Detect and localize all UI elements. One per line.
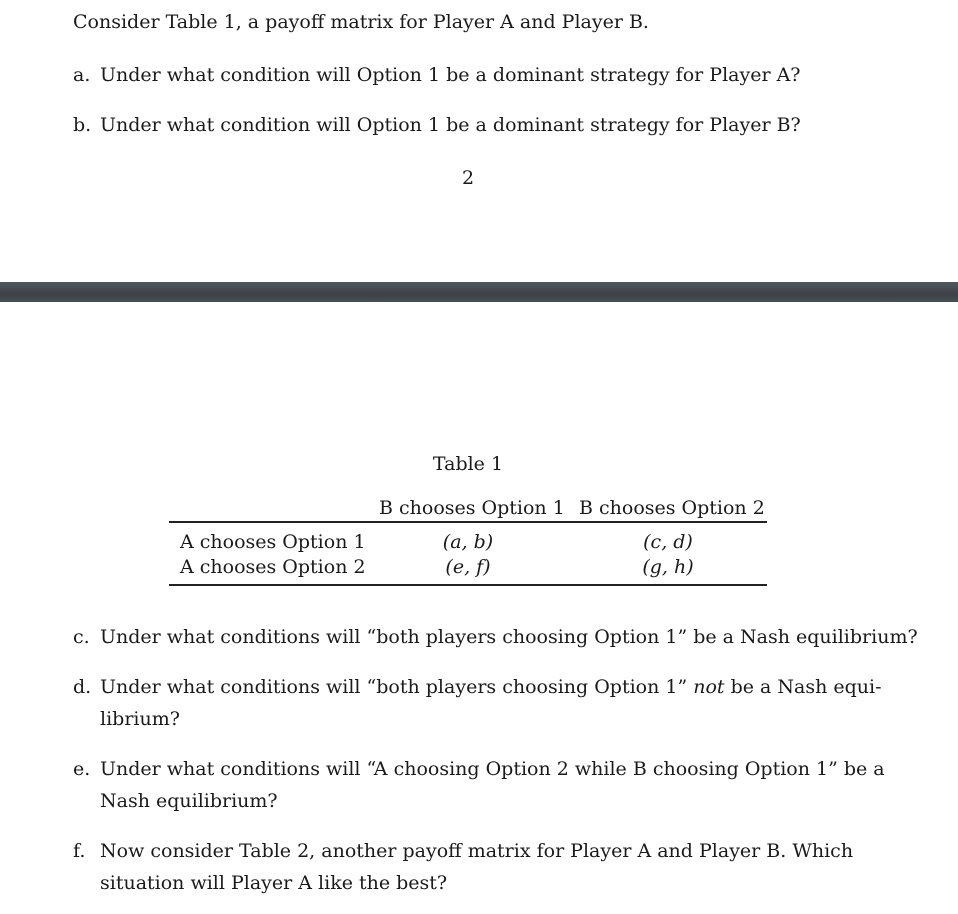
question-e-line2: Nash equilibrium?	[100, 790, 278, 812]
question-f-text: Now consider Table 2, another payoff matrix for Player A and Player B. Which	[100, 840, 854, 862]
col-header-b-option2: B chooses Option 2	[579, 497, 765, 519]
question-f-letter: f.	[73, 840, 86, 862]
question-d-text-after: be a Nash equi-	[724, 676, 882, 698]
question-d	[73, 676, 882, 698]
question-e-letter: e.	[73, 758, 91, 780]
question-e-text: Under what conditions will “A choosing Option 2 while B choosing Option 1” be a	[100, 758, 885, 780]
question-b-letter: b.	[73, 114, 92, 136]
question-a-letter: a.	[73, 64, 91, 86]
cell-a1-b2: (c, d)	[643, 531, 693, 553]
page-number: 2	[461, 167, 475, 189]
question-f-line2: situation will Player A like the best?	[100, 872, 448, 894]
table-header-rule	[169, 521, 767, 523]
question-e	[73, 758, 885, 780]
question-d-letter: d.	[73, 676, 92, 698]
question-b-text: Under what condition will Option 1 be a dominant strategy for Player B?	[100, 114, 801, 136]
question-d-line2: librium?	[100, 708, 180, 730]
col-header-b-option1: B chooses Option 1	[379, 497, 565, 519]
page-break-divider	[0, 282, 958, 302]
row-label-a-option2: A chooses Option 2	[180, 556, 366, 578]
question-c	[73, 626, 918, 648]
question-f	[73, 840, 853, 862]
cell-a2-b1: (e, f)	[445, 556, 491, 578]
question-a-text: Under what condition will Option 1 be a dominant strategy for Player A?	[100, 64, 801, 86]
question-d-text-before: Under what conditions will “both players choosing Option 1”	[100, 676, 694, 698]
question-a	[73, 64, 800, 86]
question-d-emphasis: not	[693, 676, 725, 698]
intro-paragraph: Consider Table 1, a payoff matrix for Player A and Player B.	[73, 11, 649, 33]
cell-a2-b2: (g, h)	[642, 556, 694, 578]
row-label-a-option1: A chooses Option 1	[180, 531, 366, 553]
table-caption: Table 1	[432, 453, 504, 475]
question-b	[73, 114, 801, 136]
table-bottom-rule	[169, 584, 767, 586]
question-c-letter: c.	[73, 626, 90, 648]
cell-a1-b1: (a, b)	[442, 531, 494, 553]
question-c-text: Under what conditions will “both players choosing Option 1” be a Nash equilibrium?	[100, 626, 918, 648]
